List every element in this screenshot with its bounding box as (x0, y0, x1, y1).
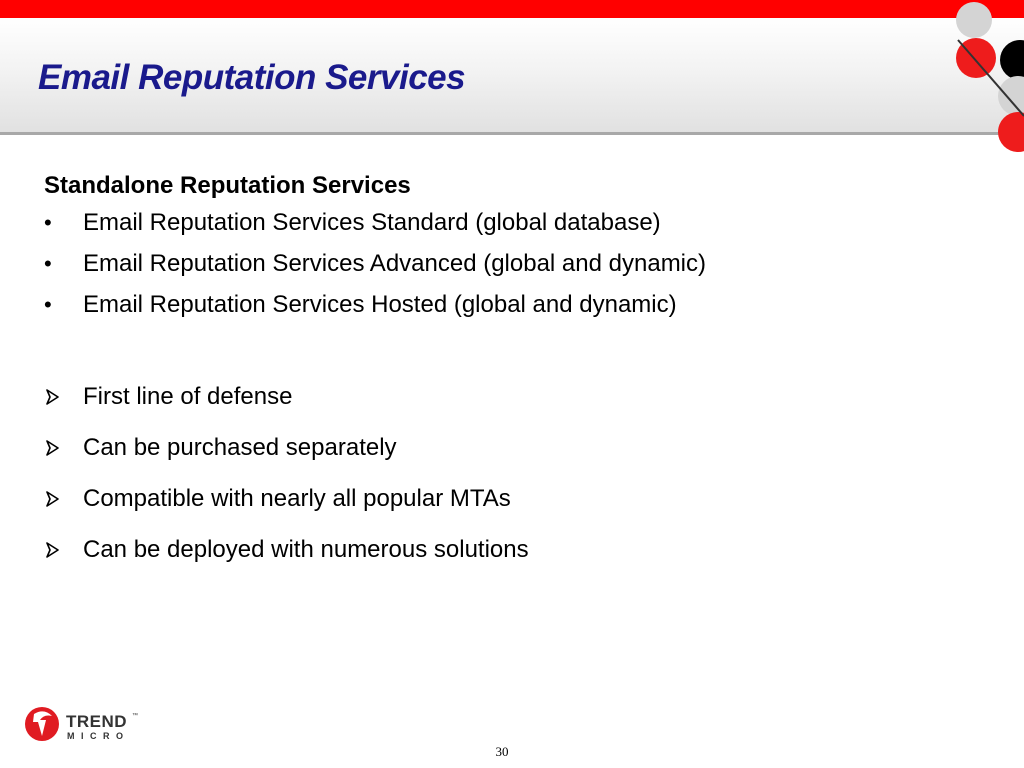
bullet-dot-icon: • (44, 209, 52, 235)
bullet-dot-icon: • (44, 291, 52, 317)
arrow-point-item (44, 371, 964, 422)
slide-title: Email Reputation Services (38, 58, 466, 97)
bullet-text: Email Reputation Services Advanced (global and dynamic) (83, 249, 707, 277)
circle-black (1000, 40, 1024, 80)
arrow-point-item (44, 473, 964, 524)
subheading: Standalone Reputation Services (44, 172, 411, 199)
arrow-bullet-icon (44, 440, 83, 456)
title-divider (0, 132, 1024, 135)
arrow-point-text: Can be purchased separately (83, 433, 397, 461)
bullet-text: Email Reputation Services Hosted (global and dynamic) (83, 290, 677, 318)
trend-micro-logo (22, 700, 142, 748)
arrow-bullet-icon (44, 491, 83, 507)
bullet-item (44, 243, 964, 284)
arrow-bullet-icon (44, 542, 83, 558)
arrow-point-text: Can be deployed with numerous solutions (83, 535, 529, 563)
logo-trademark: ™ (132, 713, 138, 719)
arrow-point-text: Compatible with nearly all popular MTAs (83, 484, 511, 512)
logo-brand-line2: MICRO (67, 731, 130, 741)
logo-brand-line1: TREND (66, 712, 128, 731)
arrow-point-item (44, 422, 964, 473)
arrow-point-text: First line of defense (83, 382, 293, 410)
bullet-item (44, 202, 964, 243)
spacer (44, 325, 964, 371)
bullet-text: Email Reputation Services Standard (global database) (83, 208, 661, 236)
bullet-item (44, 284, 964, 325)
arrow-bullet-icon (44, 389, 83, 405)
circle-red-bottom (998, 112, 1024, 152)
bullet-dot-icon: • (44, 250, 52, 276)
arrow-point-item (44, 524, 964, 575)
circle-grey-top (956, 2, 992, 38)
top-red-bar (0, 0, 1024, 18)
decorative-circles-graphic (940, 0, 1024, 160)
page-number: 30 (495, 744, 509, 759)
slide-content (44, 170, 964, 575)
